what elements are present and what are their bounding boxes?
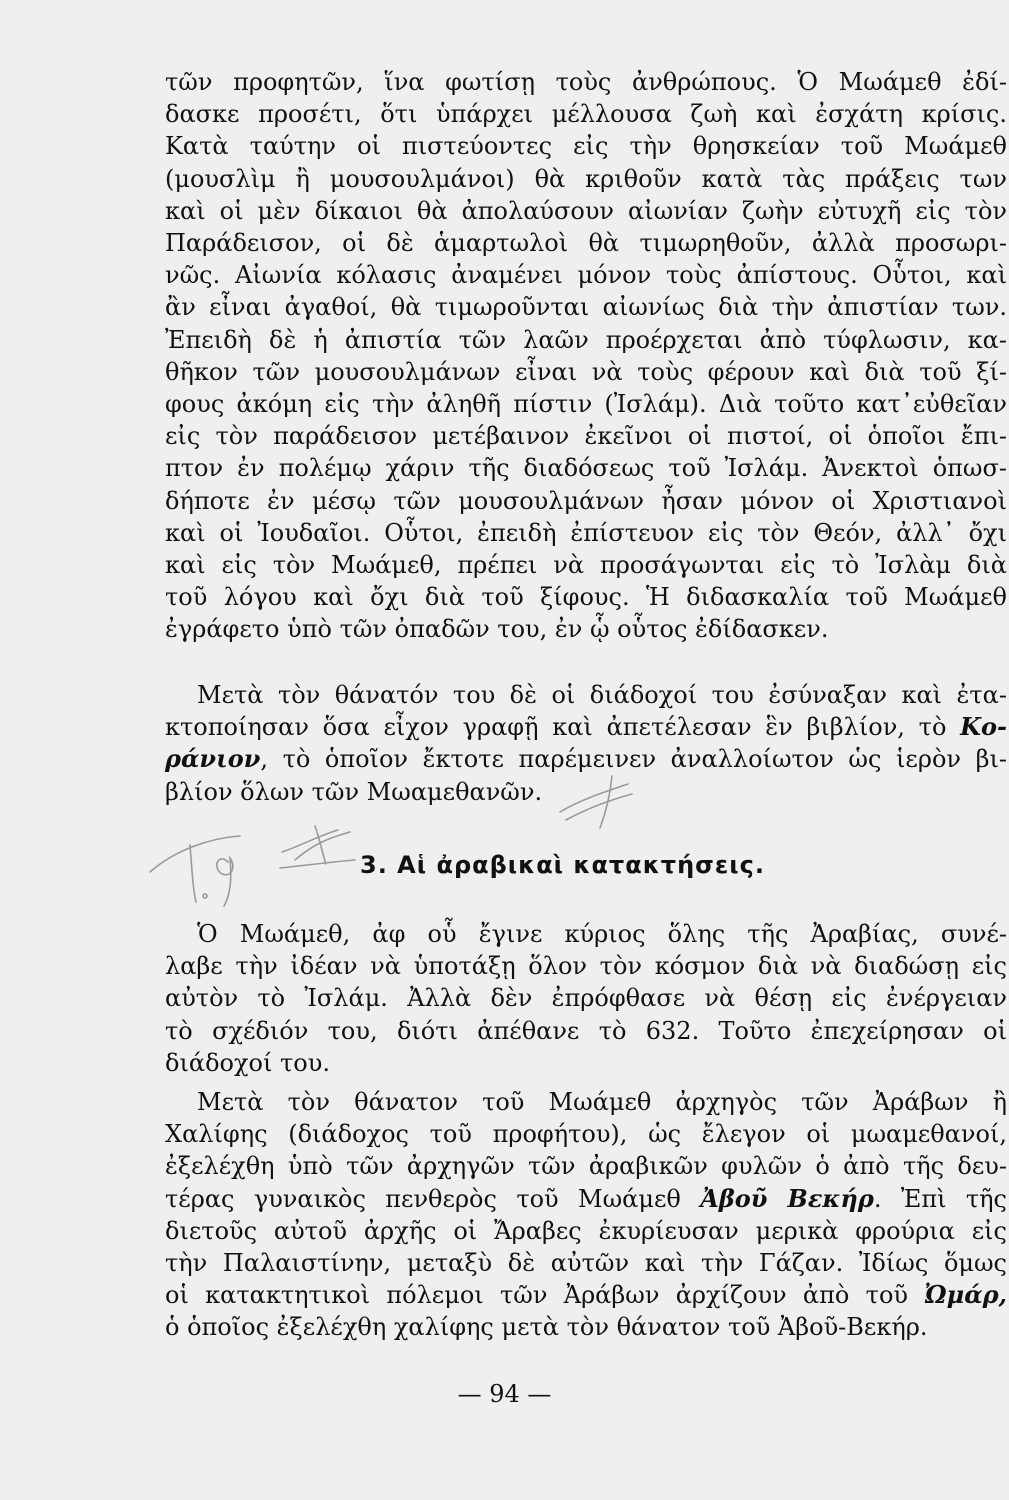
text-line: νῶς. Αἰωνία κόλασις ἀναμένει μόνον τοὺς ἀπίστους. Οὗτοι, καὶ — [165, 261, 1007, 290]
text-line: ἂν εἶναι ἀγαθοί, θὰ τιμωροῦνται αἰωνίως διὰ τὴν ἀπιστίαν των. — [165, 293, 1007, 322]
text-line: διετοῦς αὐτοῦ ἀρχῆς οἱ Ἄραβες ἐκυρίευσαν μερικὰ φρούρια εἰς — [165, 1216, 1007, 1245]
text-line: λαβε τὴν ἰδέαν νὰ ὑποτάξῃ ὅλον τὸν κόσμον διὰ νὰ διαδώσῃ εἰς — [165, 952, 1007, 981]
text-line: ἐγράφετο ὑπὸ τῶν ὀπαδῶν του, ἐν ᾧ οὗτος ἐδίδασκεν. — [165, 615, 829, 644]
text-line: τοῦ λόγου καὶ ὄχι διὰ τοῦ ξίφους. Ἡ διδασκαλία τοῦ Μωάμεθ — [165, 583, 1007, 612]
name-term: Ἀβοῦ Βεκήρ — [700, 1183, 874, 1213]
koran-term: ράνιον — [165, 744, 261, 774]
text-line: αὐτὸν τὸ Ἰσλάμ. Ἀλλὰ δὲν ἐπρόφθασε νὰ θέσῃ εἰς ἐνέργειαν — [165, 984, 1007, 1013]
page-number: — 94 — — [457, 1380, 552, 1408]
section-heading: 3. Αἱ ἀραβικαὶ κατακτήσεις. — [360, 851, 765, 879]
pencil-stroke — [280, 860, 355, 868]
text-span: κτοποίησαν ὅσα εἶχον γραφῇ καὶ ἀπετέλεσαν ἓν βιβλίον, τὸ — [165, 713, 961, 742]
text-line: (μουσλὶμ ἢ μουσουλμάνοι) θὰ κριθοῦν κατὰ τὰς πράξεις των — [165, 164, 1007, 193]
pencil-stroke — [150, 836, 240, 872]
pencil-stroke — [566, 794, 632, 820]
text-line: πτον ἐν πολέμῳ χάριν τῆς διαδόσεως τοῦ Ἰσλάμ. Ἀνεκτοὶ ὁπωσ- — [165, 454, 1007, 483]
text-line: τῶν προφητῶν, ἵνα φωτίσῃ τοὺς ἀνθρώπους. Ὁ Μωάμεθ ἐδί- — [165, 68, 1007, 96]
text-line: Ὁ Μωάμεθ, ἀφ οὗ ἔγινε κύριος ὅλης τῆς Ἀραβίας, συνέ- — [197, 920, 1007, 948]
text-line: Κατὰ ταύτην οἱ πιστεύοντες εἰς τὴν θρησκείαν τοῦ Μωάμεθ — [165, 132, 1007, 161]
koran-term: Κο- — [960, 712, 1007, 742]
text-span: , τὸ ὁποῖον ἔκτοτε παρέμεινεν ἀναλλοίωτον ὡς ἱερὸν βι- — [260, 745, 1007, 774]
text-line: Παράδεισον, οἱ δὲ ἁμαρτωλοὶ θὰ τιμωρηθοῦν, ἀλλὰ προσωρι- — [165, 229, 1007, 258]
text-line: δασκε προσέτι, ὅτι ὑπάρχει μέλλουσα ζωὴ καὶ ἐσχάτη κρίσις. — [165, 100, 1007, 129]
text-line: δήποτε ἐν μέσῳ τῶν μουσουλμάνων ἦσαν μόνον οἱ Χριστιανοὶ — [165, 486, 1007, 515]
pencil-stroke — [203, 894, 207, 898]
text-line: Ἐπειδὴ δὲ ἡ ἀπιστία τῶν λαῶν προέρχεται ἀπὸ τύφλωσιν, κα- — [165, 325, 1007, 354]
text-line: καὶ οἱ μὲν δίκαιοι θὰ ἀπολαύσουν αἰωνίαν ζωὴν εὐτυχῆ εἰς τὸν — [165, 196, 1007, 225]
text-line: καὶ εἰς τὸν Μωάμεθ, πρέπει νὰ προσάγωνται εἰς τὸ Ἰσλὰμ διὰ — [165, 551, 1007, 580]
text-line: Μετὰ τὸν θάνατόν του δὲ οἱ διάδοχοί του ἐσύναξαν καὶ ἐτα- — [197, 681, 1007, 709]
text-span: τέρας γυναικὸς πενθερὸς τοῦ Μωάμεθ — [165, 1184, 701, 1213]
text-line: καὶ οἱ Ἰουδαῖοι. Οὗτοι, ἐπειδὴ ἐπίστευον εἰς τὸν Θεόν, ἀλλ᾽ ὄχι — [165, 518, 1007, 547]
text-line: ἐξελέχθη ὑπὸ τῶν ἀρχηγῶν τῶν ἀραβικῶν φυλῶν ὁ ἀπὸ τῆς δευ- — [165, 1152, 1007, 1181]
text-line: φους ἀκόμη εἰς τὴν ἀληθῆ πίστιν (Ἰσλάμ). Διὰ τοῦτο κατ᾽εὐθεῖαν — [165, 390, 1007, 419]
text-line: Χαλίφης (διάδοχος τοῦ προφήτου), ὡς ἔλεγον οἱ μωαμεθανοί, — [165, 1120, 1007, 1149]
pencil-stroke — [190, 845, 196, 902]
text-span: οἱ κατακτητικοὶ πόλεμοι τῶν Ἀράβων ἀρχίζουν ἀπὸ τοῦ — [165, 1281, 925, 1310]
text-line: θῆκον τῶν μουσουλμάνων εἶναι νὰ τοὺς φέρουν καὶ διὰ τοῦ ξί- — [165, 357, 1007, 386]
text-line: ὁ ὁποῖος ἐξελέχθη χαλίφης μετὰ τὸν θάνατον τοῦ Ἀβοῦ-Βεκήρ. — [165, 1313, 928, 1342]
text-line: Μετὰ τὸν θάνατον τοῦ Μωάμεθ ἀρχηγὸς τῶν Ἀράβων ἢ — [197, 1088, 1007, 1116]
text-span: . Ἐπὶ τῆς — [873, 1184, 1007, 1213]
name-term: Ὠμάρ, — [924, 1280, 1007, 1310]
pencil-stroke — [217, 858, 233, 906]
text-line: τὸ σχέδιόν του, διότι ἀπέθανε τὸ 632. Τοῦτο ἐπεχείρησαν οἱ — [165, 1016, 1007, 1045]
text-line: εἰς τὸν παράδεισον μετέβαινον ἐκεῖνοι οἱ πιστοί, οἱ ὁποῖοι ἔπι- — [165, 422, 1007, 451]
text-line: διάδοχοί του. — [165, 1048, 330, 1077]
text-line: βλίον ὅλων τῶν Μωαμεθανῶν. — [165, 777, 543, 806]
text-line: τὴν Παλαιστίνην, μεταξὺ δὲ αὐτῶν καὶ τὴν Γάζαν. Ἰδίως ὅμως — [165, 1249, 1007, 1278]
